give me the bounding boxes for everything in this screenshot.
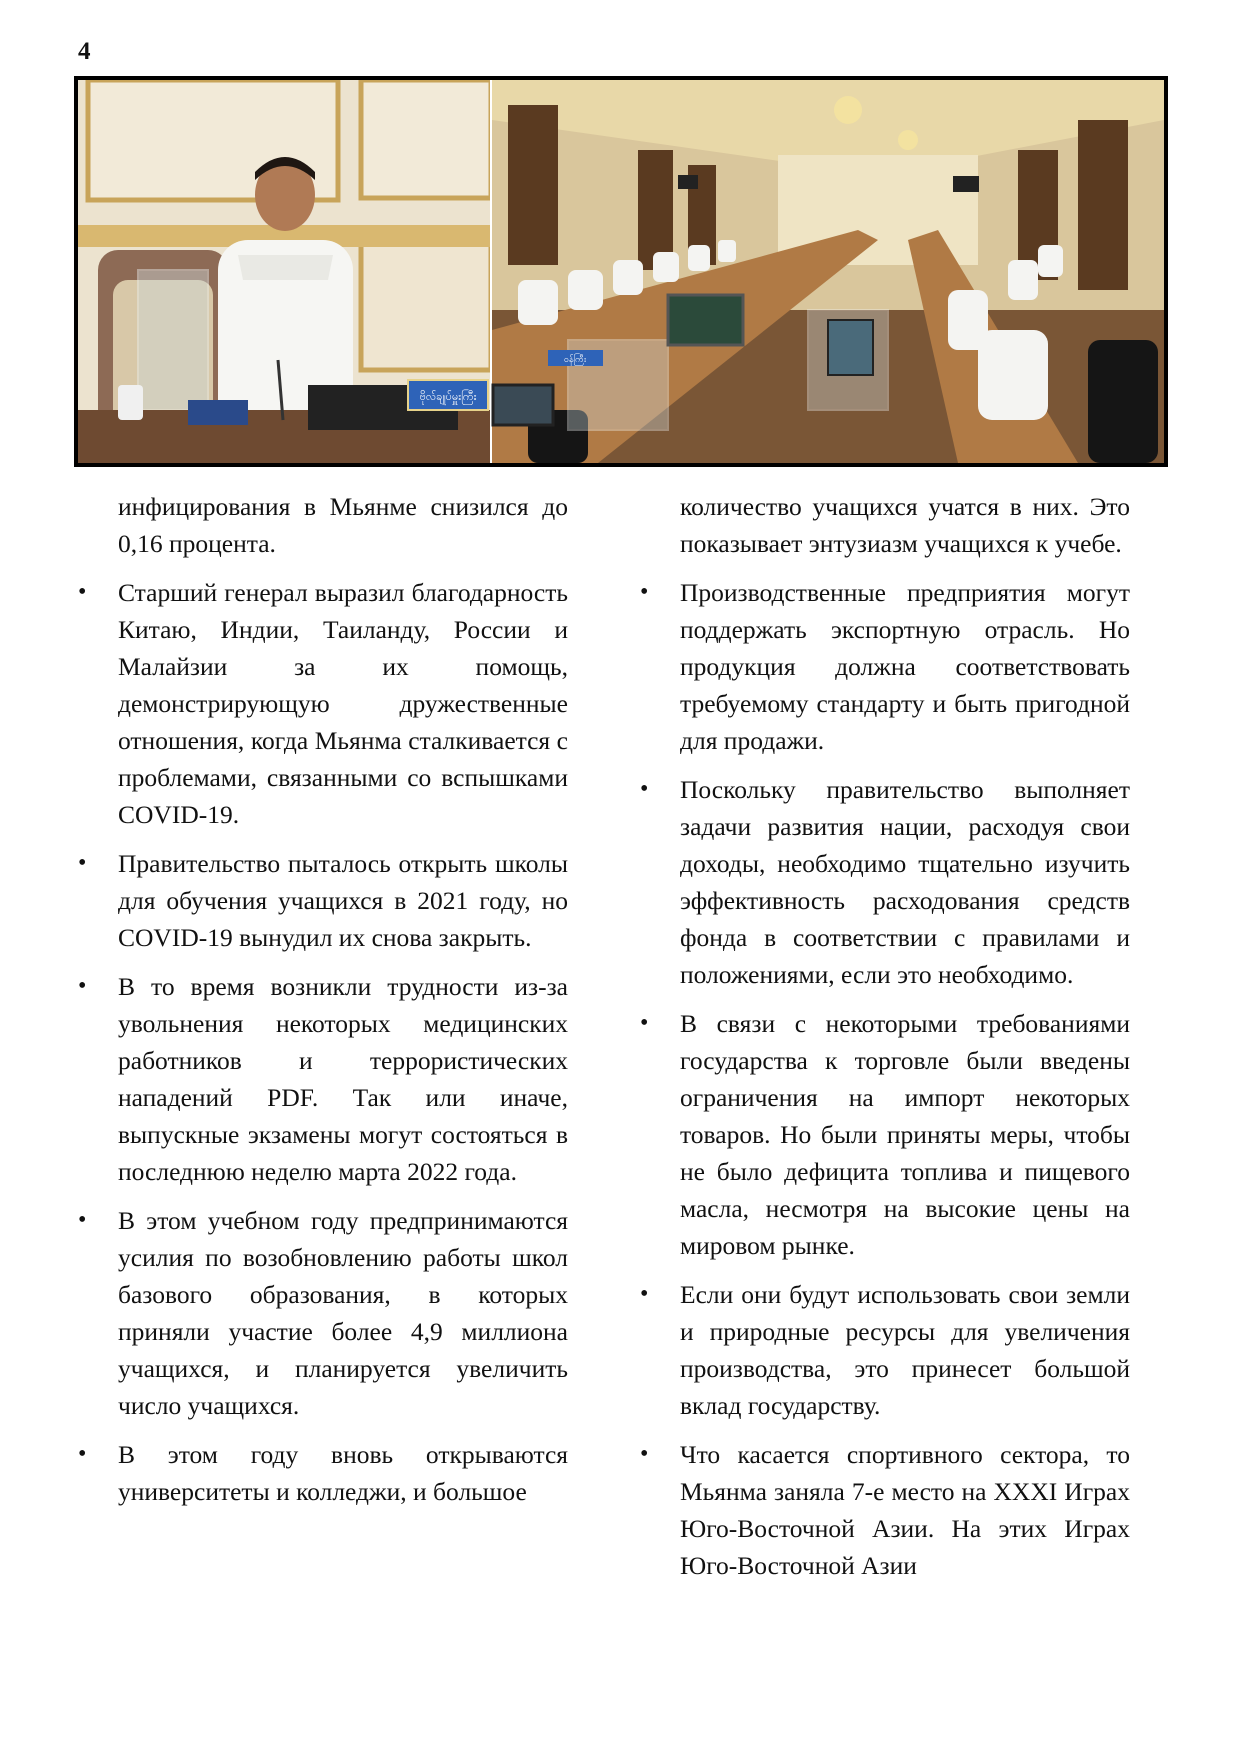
bullet-paragraph: • В связи с некоторыми требованиями государства к торговле были введены ограничения на импорт некоторых товаров. Но были приняты меры, чтобы не было дефицита топлива и пищевого масла, несмотря на высокие цены на мировом рынке. (640, 1005, 1130, 1264)
bullet-paragraph: • Поскольку правительство выполняет задачи развития нации, расходуя свои доходы, необходимо тщательно изучить эффективность расходования средств фонда в соответствии с правилами и положениями, если это необходимо. (640, 771, 1130, 993)
bullet-paragraph: • В этом году вновь открываются университеты и колледжи, и большое (78, 1436, 568, 1510)
photo-right-meeting-hall (492, 80, 1164, 463)
bullet-paragraph: • В то время возникли трудности из-за увольнения некоторых медицинских работников и террористических нападений PDF. Так или иначе, выпускные экзамены могут состояться в последнюю неделю марта 2022 года. (78, 968, 568, 1190)
bullet-paragraph: • Если они будут использовать свои земли и природные ресурсы для увеличения производства, это принесет большой вклад государству. (640, 1276, 1130, 1424)
bullet-paragraph: • В этом учебном году предпринимаются усилия по возобновлению работы школ базового образования, в которых приняли участие более 4,9 миллиона учащихся, и планируется увеличить число учащихся. (78, 1202, 568, 1424)
page-number: 4 (78, 38, 91, 65)
paragraph-continued: инфицирования в Мьянме снизился до 0,16 процента. (118, 492, 568, 558)
bullet-paragraph: • Что касается спортивного сектора, то Мьянма заняла 7-е место на XXXI Играх Юго-Восточной Азии. На этих Играх Юго-Восточной Азии (640, 1436, 1130, 1584)
text-column-right (640, 488, 1130, 1596)
text-column-left (78, 488, 568, 1522)
bullet-paragraph: • Производственные предприятия могут поддержать экспортную отрасль. Но продукция должна соответствовать требуемому стандарту и быть пригодной для продажи. (640, 574, 1130, 759)
bullet-paragraph: • Правительство пыталось открыть школы для обучения учащихся в 2021 году, но COVID-19 вынудил их снова закрыть. (78, 845, 568, 956)
nameplate-right: ဝန်ကြီး (563, 355, 587, 365)
meeting-photo (74, 76, 1168, 467)
photo-left-speaker (78, 80, 491, 463)
paragraph-continued: количество учащихся учатся в них. Это показывает энтузиазм учащихся к учебе. (680, 492, 1130, 558)
bullet-paragraph: • Старший генерал выразил благодарность Китаю, Индии, Таиланду, России и Малайзии за их помощь, демонстрирующую дружественные отношения, когда Мьянма сталкивается с проблемами, связанными со вспышками COVID-19. (78, 574, 568, 833)
nameplate-left: ဗိုလ်ချုပ်မှူးကြီး (419, 390, 477, 403)
